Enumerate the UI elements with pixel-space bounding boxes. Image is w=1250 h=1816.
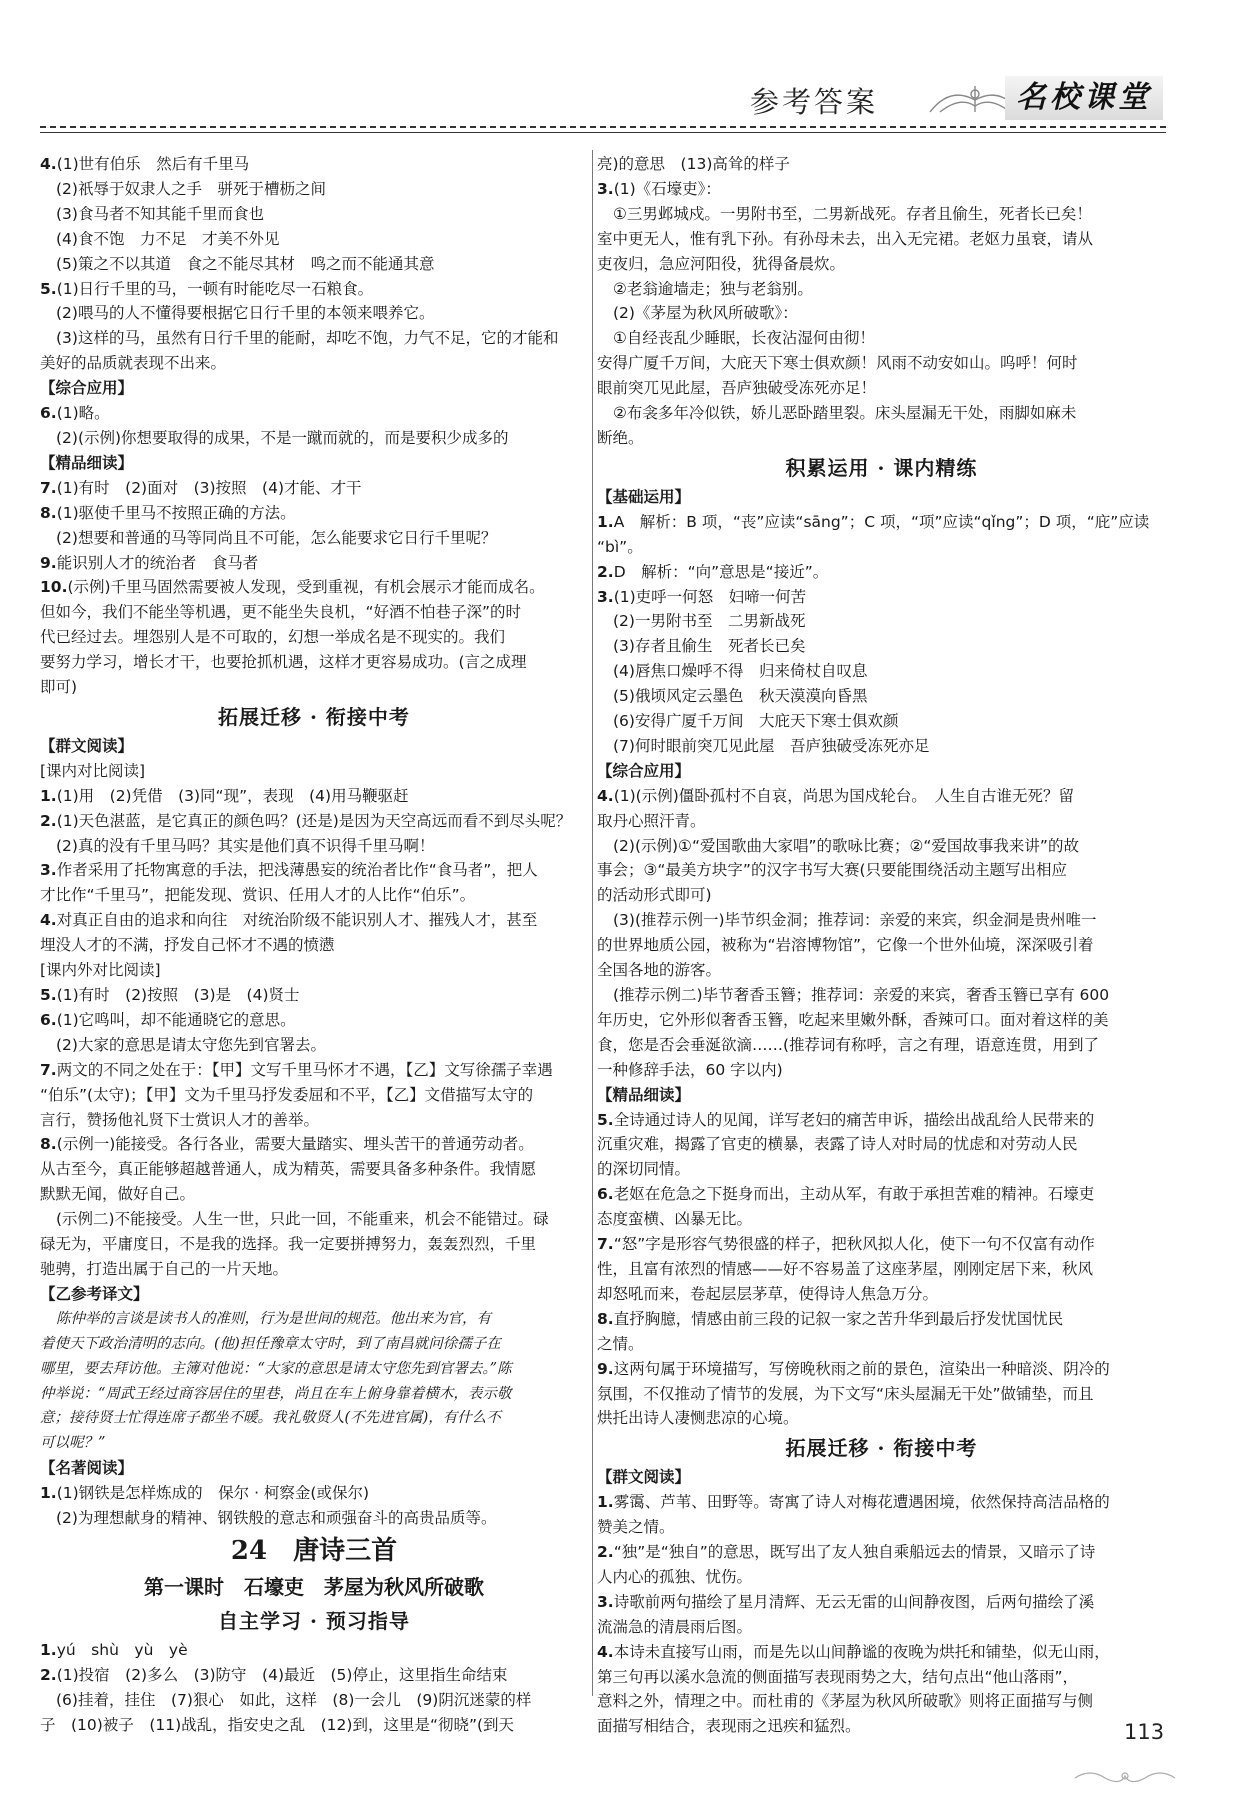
question-number: 4. (40, 155, 57, 173)
answer-item (597, 510, 1166, 535)
answer-item (597, 1640, 1166, 1665)
answer-text: (示例)千里马固然需要被人发现，受到重视，有机会展示才能而成名。 (67, 578, 545, 597)
answer-item (597, 585, 1166, 610)
answer-continuation: 意料之外，情理之中。而杜甫的《茅屋为秋风所破歌》则将正面描写与侧 (597, 1692, 1094, 1711)
question-number: 2. (597, 1543, 614, 1562)
answer-subline: (2)大家的意思是请太守您先到官署去。 (56, 1035, 326, 1054)
answer-item (40, 277, 588, 302)
answer-continuation: 即可) (40, 678, 78, 697)
answer-subline: (3)食马者不知其能千里而食也 (56, 204, 264, 223)
answer-text: (1)世有伯乐 然后有千里马 (56, 155, 250, 173)
answer-continuation: 埋没人才的不满，抒发自己怀才不遇的愤懑 (40, 936, 335, 955)
answer-continuation: 安得广厦千万间，大庇天下寒士俱欢颜！风雨不动安如山。呜呼！何时 (597, 354, 1078, 373)
answer-continuation: 驰骋，打造出属于自己的一片天地。 (40, 1259, 289, 1278)
answer-subline: (2)一男附书至 二男新战死 (613, 612, 806, 631)
question-number: 4. (597, 1642, 614, 1661)
answer-item (597, 784, 1166, 809)
answer-subline: (2)(示例)你想要取得的成果，不是一蹴而就的，而是要积少成多的 (56, 428, 509, 447)
answer-subline: (6)安得广厦千万间 大庇天下寒士俱欢颜 (613, 712, 899, 731)
answer-item (597, 1232, 1166, 1257)
answer-subline: (2)喂马的人不懂得要根据它日行千里的本领来喂养它。 (56, 304, 435, 323)
answer-subline: ②老翁逾墙走；独与老翁别。 (613, 279, 813, 298)
answer-continuation: 默默无闻，做好自己。 (40, 1185, 196, 1204)
answer-continuation: 第三句再以溪水急流的侧面描写表现雨势之大，结句点出“他山落雨”， (597, 1667, 1079, 1686)
question-number: 2. (40, 1665, 57, 1684)
answer-item (597, 560, 1166, 585)
answer-text: (1)投宿 (2)多么 (3)防守 (4)最近 (5)停止，这里指生命结束 (56, 1665, 508, 1684)
question-number: 5. (40, 279, 57, 298)
answer-text: “独”是“独自”的意思，既写出了友人独自乘船远去的情景，又暗示了诗 (613, 1543, 1096, 1562)
answer-continuation: 的世界地质公园，被称为“岩溶博物馆”，它像一个世外仙境，深深吸引着 (597, 936, 1094, 955)
answer-text: 雾霭、芦苇、田野等。寄寓了诗人对梅花遭遇困境，依然保持高洁品格的 (613, 1493, 1110, 1512)
answer-continuation: 面描写相结合，表现雨之迅疾和猛烈。 (597, 1717, 861, 1736)
answer-continuation: 赞美之情。 (597, 1518, 675, 1537)
subsection-label: [课内对比阅读] (40, 761, 146, 780)
answer-continuation: 代已经过去。埋怨别人是不可取的，幻想一举成名是不现实的。我们 (40, 628, 506, 647)
answer-item (40, 784, 588, 809)
header-rule-solid (40, 132, 1166, 133)
question-number: 6. (40, 1010, 57, 1029)
translation-text: 仲举说：“周武王经过商容居住的里巷，尚且在车上俯身靠着横木，表示敬 (40, 1385, 512, 1402)
translation-text: 陈仲举的言谈是读书人的准则，行为是世间的规范。他出来为官，有 (56, 1310, 491, 1327)
answer-continuation: 性，且富有浓烈的情感——好不容易盖了这座茅屋，刚刚定居下来，秋风 (597, 1259, 1094, 1278)
section-heading: 拓展迁移 · 衔接中考 (785, 1436, 978, 1461)
translation-text: 着使天下政治清明的志向。(他)担任豫章太守时，到了南昌就问徐孺子在 (40, 1335, 501, 1352)
section-heading: 拓展迁移 · 衔接中考 (218, 704, 410, 729)
answer-continuation: “bì”。 (597, 537, 643, 556)
section-tag: 【名著阅读】 (40, 1459, 134, 1478)
answer-item (40, 476, 588, 501)
translation-text: 哪里，要去拜访他。主簿对他说：“大家的意思是请太守您先到官署去。”陈 (40, 1360, 512, 1377)
question-number: 1. (40, 786, 57, 805)
question-number: 3. (597, 179, 614, 198)
answer-text: 全诗通过诗人的见闻，详写老妇的痛苦申诉，描绘出战乱给人民带来的 (613, 1110, 1095, 1129)
section-heading: 积累运用 · 课内精练 (785, 455, 978, 480)
question-number: 3. (597, 587, 614, 606)
question-number: 9. (40, 553, 57, 572)
left-column (40, 152, 588, 1738)
answer-item (597, 1357, 1166, 1382)
answer-continuation: 断绝。 (597, 428, 644, 447)
question-number: 8. (597, 1309, 614, 1328)
answer-item (40, 1132, 588, 1157)
lesson-subtitle: 第一课时 石壕吏 茅屋为秋风所破歌 (144, 1574, 484, 1599)
lesson-title: 24 唐诗三首 (230, 1535, 398, 1566)
question-number: 4. (40, 911, 57, 930)
answer-text: 直抒胸臆，情感由前三段的记叙一家之苦升华到最后抒发忧国忧民 (613, 1309, 1064, 1328)
answer-item (597, 177, 1166, 202)
answer-item (40, 1008, 588, 1033)
answer-text: A 解析：B 项，“丧”应读“sāng”；C 项，“项”应读“qǐng”；D 项，“庇”应读 (613, 512, 1150, 531)
answer-subline: (3)这样的马，虽然有日行千里的能耐，却吃不饱，力气不足，它的才能和 (56, 329, 559, 348)
column-divider (592, 150, 593, 1696)
question-number: 5. (597, 1110, 614, 1129)
answer-text: D 解析：“向”意思是“接近”。 (613, 562, 829, 581)
right-column (597, 152, 1166, 1739)
answer-continuation: 食，您是否会垂涎欲滴……(推荐词有称呼，言之有理，语意连贯，用到了 (597, 1035, 1100, 1054)
answer-subline: (2)《茅屋为秋风所破歌》： (613, 304, 798, 323)
question-number: 2. (597, 562, 614, 581)
answer-subline: (示例二)不能接受。人生一世，只此一回，不能重来，机会不能错过。碌 (56, 1210, 549, 1229)
answer-item (597, 1540, 1166, 1565)
answer-item (40, 1663, 588, 1688)
answer-item (40, 401, 588, 426)
answer-text: yú shù yù yè (56, 1640, 188, 1659)
question-number: 3. (40, 861, 57, 880)
answer-item (40, 501, 588, 526)
question-number: 10. (40, 578, 68, 597)
answer-subline: (7)何时眼前突兀见此屋 吾庐独破受冻死亦足 (613, 736, 930, 755)
question-number: 1. (597, 1493, 614, 1512)
answer-continuation: 从古至今，真正能够超越普通人，成为精英，需要具备多种条件。我情愿 (40, 1160, 537, 1179)
section-tag: 【乙参考译文】 (40, 1284, 149, 1303)
answer-continuation: 氛围，不仅推动了情节的发展，为下文写“床头屋漏无干处”做铺垫，而且 (597, 1384, 1094, 1403)
answer-continuation: 全国各地的游客。 (597, 961, 722, 980)
answer-continuation: 碌无为，平庸度日，不是我的选择。我一定要拼搏努力，轰轰烈烈，千里 (40, 1235, 537, 1254)
answer-text: (示例一)能接受。各行各业，需要大量踏实、埋头苦干的普通劳动者。 (56, 1135, 534, 1154)
answer-continuation: 事会；③“最美方块字”的汉字书写大赛(只要能围绕活动主题写出相应 (597, 861, 1068, 880)
answer-item (597, 1590, 1166, 1615)
answer-item (40, 1481, 588, 1506)
answer-text: 老妪在危急之下挺身而出，主动从军，有敢于承担苦难的精神。石壕吏 (613, 1185, 1095, 1204)
answer-continuation: 取丹心照汗青。 (597, 811, 706, 830)
answer-subline: ①自经丧乱少睡眠，长夜沾湿何由彻！ (613, 329, 875, 348)
answer-text: 能识别人才的统治者 食马者 (56, 553, 259, 572)
section-tag: 【综合应用】 (597, 761, 691, 780)
question-number: 6. (40, 404, 57, 423)
answer-text: 诗歌前两句描绘了星月清辉、无云无雷的山间静夜图，后两句描绘了溪 (613, 1592, 1095, 1611)
answer-text: (1)日行千里的马，一顿有时能吃尽一石粮食。 (56, 279, 374, 298)
answer-subline: (6)挂着，挂住 (7)狠心 如此，这样 (8)一会儿 (9)阴沉迷蒙的样 (56, 1690, 532, 1709)
answer-text: 两文的不同之处在于：【甲】文写千里马怀才不遇，【乙】文写徐孺子幸遇 (56, 1060, 553, 1079)
subsection-label: [课内外对比阅读] (40, 961, 161, 980)
answer-continuation: 亮)的意思 (13)高耸的样子 (597, 155, 790, 173)
question-number: 1. (40, 1484, 57, 1503)
answer-continuation: 眼前突兀见此屋，吾庐独破受冻死亦足！ (597, 379, 877, 398)
page-number: 113 (1124, 1720, 1165, 1744)
answer-item (597, 1490, 1166, 1515)
question-number: 8. (40, 503, 57, 522)
answer-text: (1)用 (2)凭借 (3)同“现”，表现 (4)用马鞭驱赶 (56, 786, 409, 805)
answer-subline: (推荐示例二)毕节奢香玉簪；推荐词：亲爱的来宾，奢香玉簪已享有 600 (613, 986, 1110, 1004)
section-tag: 【群文阅读】 (40, 736, 134, 755)
footer-ornament-icon (1070, 1766, 1180, 1786)
question-number: 9. (597, 1359, 614, 1378)
question-number: 7. (597, 1235, 614, 1254)
question-number: 5. (40, 986, 57, 1004)
answer-item (40, 1638, 588, 1663)
answer-continuation: 流湍急的清晨雨后图。 (597, 1617, 753, 1636)
answer-text: “怒”字是形容气势很盛的样子，把秋风拟人化，使下一句不仅富有动作 (613, 1235, 1095, 1254)
question-number: 1. (597, 512, 614, 531)
answer-item (597, 1108, 1166, 1133)
section-tag: 【精品细读】 (597, 1085, 691, 1104)
answer-item (40, 809, 588, 834)
answer-subline: (2)为理想献身的精神、钢铁般的意志和顽强奋斗的高贵品质等。 (56, 1509, 497, 1528)
answer-continuation: 人内心的孤独、忧伤。 (597, 1567, 753, 1586)
answer-continuation: 室中更无人，惟有乳下孙。有孙母未去，出入无完裙。老妪力虽衰，请从 (597, 229, 1094, 248)
question-number: 1. (40, 1640, 57, 1659)
section-heading: 自主学习 · 预习指导 (218, 1608, 410, 1633)
answer-subline: (5)俄顷风定云墨色 秋天漠漠向昏黑 (613, 687, 868, 706)
page-header (40, 72, 1166, 134)
answer-subline: ①三男邺城戍。一男附书至，二男新战死。存者且偷生，死者长已矣！ (613, 204, 1092, 223)
answer-text: (1)有时 (2)面对 (3)按照 (4)才能、才干 (56, 478, 362, 497)
section-tag: 【综合应用】 (40, 379, 134, 398)
question-number: 3. (597, 1592, 614, 1611)
question-number: 7. (40, 1060, 57, 1079)
answer-item (597, 1307, 1166, 1332)
answer-continuation: 沉重灾难，揭露了官吏的横暴，表露了诗人对时局的忧虑和对劳动人民 (597, 1135, 1078, 1154)
header-rule-dashed (40, 126, 1166, 128)
answer-item (40, 575, 588, 600)
answer-subline: (3)存者且偷生 死者长已矣 (613, 637, 806, 656)
section-tag: 【基础运用】 (597, 487, 691, 506)
answer-continuation: 要努力学习，增长才干，也要抢抓机遇，这样才更容易成功。(言之成理 (40, 653, 527, 672)
question-number: 4. (597, 786, 614, 805)
question-number: 6. (597, 1185, 614, 1204)
answer-item (40, 858, 588, 883)
answer-subline: ②布衾多年冷似铁，娇儿恶卧踏里裂。床头屋漏无干处，雨脚如麻未 (613, 404, 1077, 423)
answer-subline: (5)策之不以其道 食之不能尽其材 鸣之而不能通其意 (56, 254, 435, 273)
answer-text: 这两句属于环境描写，写傍晚秋雨之前的景色，渲染出一种暗淡、阴冷的 (613, 1359, 1110, 1378)
answer-text: (1)吏呼一何怒 妇啼一何苦 (613, 587, 807, 606)
answer-text: (1)有时 (2)按照 (3)是 (4)贤士 (56, 986, 300, 1004)
answer-item (40, 1058, 588, 1083)
answer-continuation: 却怒吼而来，卷起层层茅草，使得诗人焦急万分。 (597, 1284, 939, 1303)
answer-continuation: 美好的品质就表现不出来。 (40, 354, 227, 373)
answer-continuation: 年历史，它外形似奢香玉簪，吃起来里嫩外酥，香辣可口。面对着这样的美 (597, 1010, 1109, 1029)
answer-continuation: 才比作“千里马”，把能发现、赏识、任用人才的人比作“伯乐”。 (40, 886, 476, 905)
answer-subline: (4)唇焦口燥呼不得 归来倚杖自叹息 (613, 662, 868, 681)
question-number: 7. (40, 478, 57, 497)
answer-text: (1)驱使千里马不按照正确的方法。 (56, 503, 296, 522)
answer-text: (1)天色湛蓝，是它真正的颜色吗？(还是)是因为天空高远而看不到尽头呢？ (56, 811, 572, 830)
question-number: 2. (40, 811, 57, 830)
answer-subline: (2)真的没有千里马吗？其实是他们真不识得千里马啊！ (56, 836, 435, 855)
section-tag: 【群文阅读】 (597, 1468, 691, 1487)
answer-continuation: 一种修辞手法，60 字以内) (597, 1060, 783, 1079)
answer-continuation: 之情。 (597, 1334, 644, 1353)
answer-text: (1)略。 (56, 404, 110, 423)
answer-continuation: 的活动形式即可) (597, 886, 712, 905)
question-number: 8. (40, 1135, 57, 1154)
answer-subline: (2)想要和普通的马等同尚且不可能，怎么能要求它日行千里呢？ (56, 528, 497, 547)
answer-continuation: 言行，赞扬他礼贤下士赏识人才的善举。 (40, 1110, 320, 1129)
answer-item (40, 551, 588, 576)
answer-text: (1)它鸣叫，却不能通晓它的意思。 (56, 1010, 296, 1029)
answer-text: (1)《石壕吏》： (613, 179, 721, 198)
answer-continuation: 但如今，我们不能坐等机遇，更不能坐失良机，“好酒不怕巷子深”的时 (40, 603, 522, 622)
answer-subline: (3)(推荐示例一)毕节织金洞；推荐词：亲爱的来宾，织金洞是贵州唯一 (613, 911, 1097, 930)
answer-text: 对真正自由的追求和向往 对统治阶级不能识别人才、摧残人才，甚至 (56, 911, 538, 930)
section-tag: 【精品细读】 (40, 453, 134, 472)
brand-logo: 名校课堂 (1005, 76, 1163, 120)
answer-text: (1)(示例)僵卧孤村不自哀，尚思为国戍轮台。 人生自古谁无死？留 (613, 786, 1074, 805)
answer-item (40, 983, 588, 1008)
answer-continuation: “伯乐”(太守)；【甲】文为千里马抒发委屈和不平，【乙】文借描写太守的 (40, 1085, 534, 1104)
answer-continuation: 烘托出诗人凄恻悲凉的心境。 (597, 1409, 799, 1428)
answer-item (597, 1182, 1166, 1207)
answer-item (40, 152, 588, 177)
translation-text: 可以呢？” (40, 1435, 106, 1452)
answer-text: 作者采用了托物寓意的手法，把浅薄愚妄的统治者比作“食马者”，把人 (56, 861, 538, 880)
answer-continuation: 子 (10)被子 (11)战乱，指安史之乱 (12)到，这里是“彻晓”(到天 (40, 1715, 515, 1734)
answer-continuation: 的深切同情。 (597, 1160, 691, 1179)
answer-continuation: 态度蛮横、凶暴无比。 (597, 1210, 753, 1229)
answer-text: (1)钢铁是怎样炼成的 保尔 · 柯察金(或保尔) (56, 1484, 370, 1503)
answer-subline: (2)祇辱于奴隶人之手 骈死于槽枥之间 (56, 179, 326, 198)
answer-subline: (2)(示例)①“爱国歌曲大家唱”的歌咏比赛；②“爱国故事我来讲”的故 (613, 836, 1079, 855)
section-title: 参考答案 (750, 85, 879, 119)
answer-continuation: 吏夜归，急应河阳役，犹得备晨炊。 (597, 254, 846, 273)
translation-text: 意；接待贤士忙得连席子都坐不暖。我礼敬贤人(不先进官属)，有什么不 (40, 1410, 501, 1427)
answer-subline: (4)食不饱 力不足 才美不外见 (56, 229, 280, 248)
answer-item (40, 908, 588, 933)
answer-text: 本诗未直接写山雨，而是先以山间静谧的夜晚为烘托和铺垫，似无山雨， (613, 1642, 1110, 1661)
